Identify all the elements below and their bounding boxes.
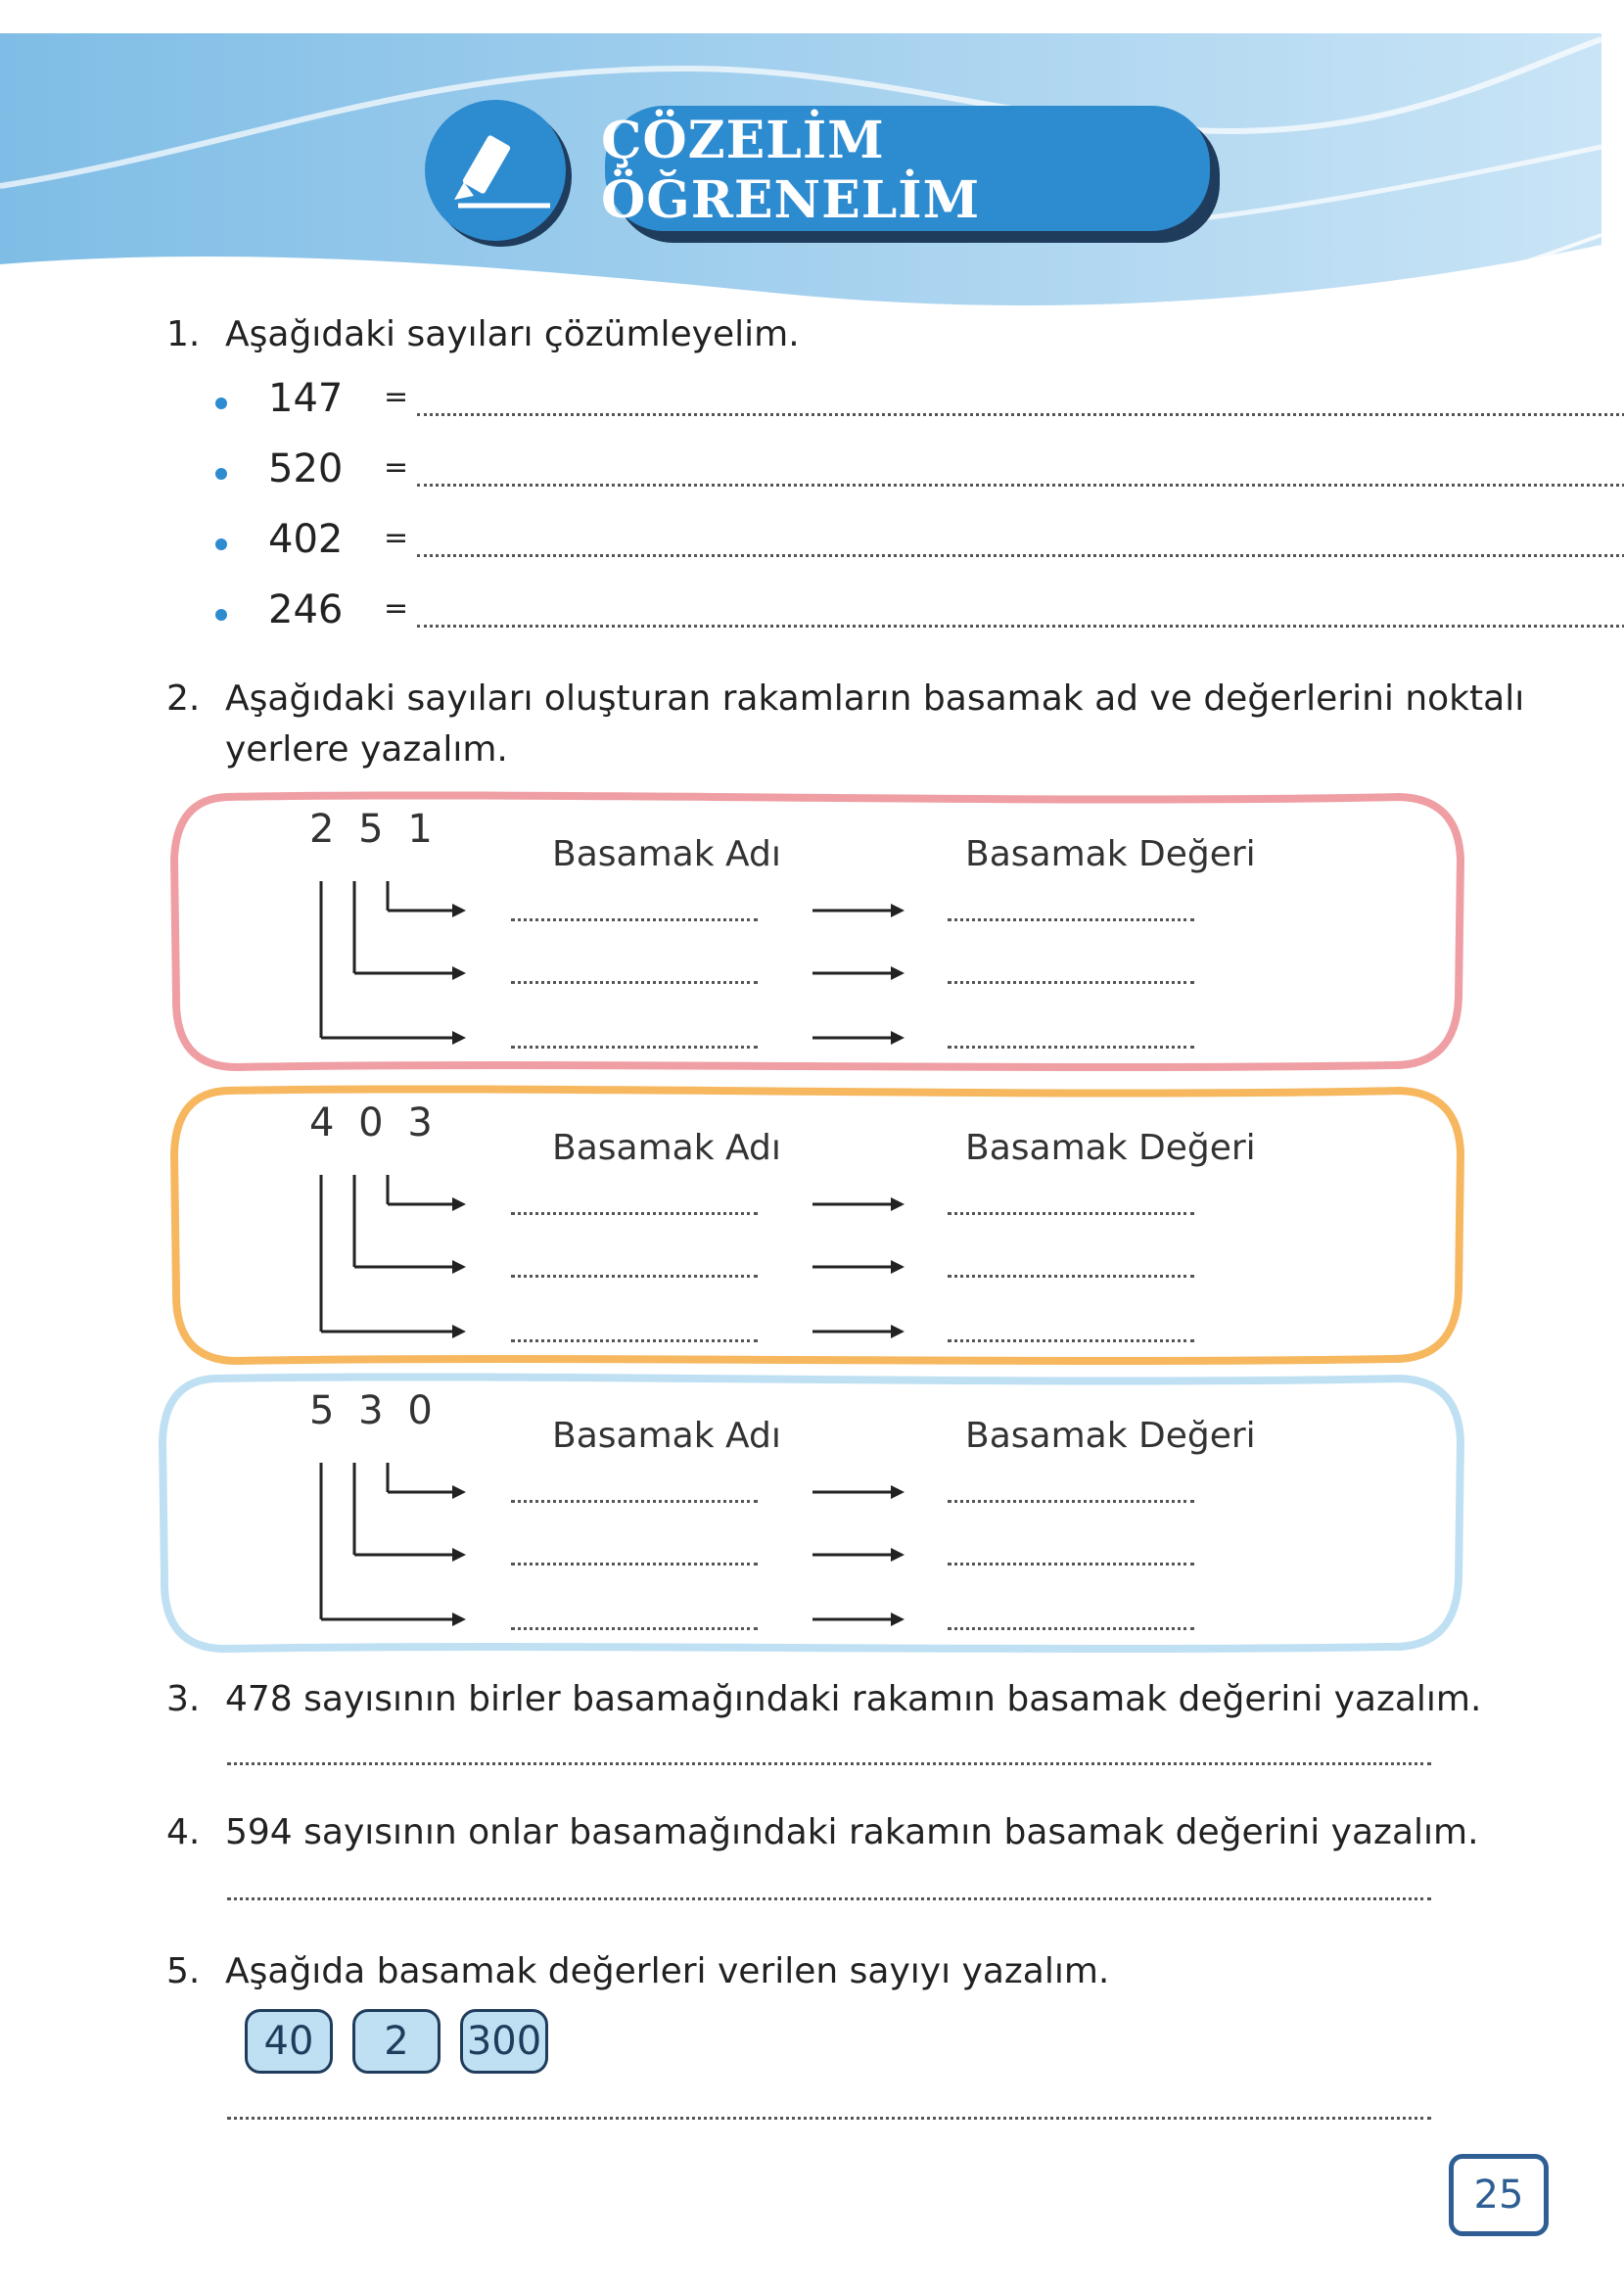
question-text: 594 sayısının onlar basamağındaki rakamın basamak değerini yazalım. [225, 1812, 1479, 1852]
place-value-answer[interactable] [948, 1339, 1194, 1342]
equals-sign: = [384, 380, 409, 414]
column-header-place-value: Basamak Değeri [965, 834, 1256, 874]
number-value: 402 [268, 517, 344, 562]
arrow-head [452, 1613, 466, 1626]
page-number: 25 [1449, 2154, 1549, 2236]
column-header-place-value: Basamak Değeri [965, 1128, 1256, 1168]
column-header-place-value: Basamak Değeri [965, 1416, 1256, 1456]
arrow-head [891, 1548, 905, 1562]
place-name-answer[interactable] [511, 981, 758, 984]
arrow-head [452, 904, 466, 917]
place-name-answer[interactable] [511, 1212, 758, 1215]
arrow-head [452, 1325, 466, 1338]
equals-sign: = [384, 591, 409, 626]
page-title: ÇÖZELİM ÖĞRENELİM [601, 111, 981, 230]
arrow-head [891, 1197, 905, 1211]
question-5 [166, 1946, 1537, 1997]
question-text: Aşağıda basamak değerleri verilen sayıyı yazalım. [225, 1951, 1110, 1991]
arrow-head [891, 966, 905, 980]
question-1 [166, 309, 1439, 360]
question-number: 1. [166, 314, 201, 354]
answer-line[interactable] [417, 554, 1624, 557]
question-text-line-1: Aşağıdaki sayıları oluşturan rakamların basamak ad ve değerlerini noktalı [225, 678, 1525, 719]
place-name-answer[interactable] [511, 1046, 758, 1049]
arrow-head [891, 1260, 905, 1274]
number-value: 147 [268, 376, 344, 421]
answer-line[interactable] [227, 2117, 1431, 2120]
place-value-box [168, 1085, 1468, 1369]
decompose-row [215, 446, 1624, 505]
place-value-answer[interactable] [948, 1500, 1194, 1503]
question-text-line-2: yerlere yazalım. [225, 729, 508, 770]
arrow-head [452, 1031, 466, 1045]
question-3 [166, 1674, 1537, 1725]
arrow-head [891, 1613, 905, 1626]
equals-sign: = [384, 450, 409, 485]
answer-line[interactable] [417, 413, 1624, 416]
place-value-answer[interactable] [948, 1563, 1194, 1566]
place-value-box [157, 1373, 1468, 1657]
place-name-answer[interactable] [511, 1563, 758, 1566]
arrow-head [452, 1548, 466, 1562]
question-text: 478 sayısının birler basamağındaki rakamın basamak değerini yazalım. [225, 1679, 1482, 1719]
arrow-head [891, 1325, 905, 1338]
place-name-answer[interactable] [511, 1275, 758, 1278]
bullet-icon [215, 609, 227, 621]
decompose-row [215, 376, 1624, 435]
question-2 [166, 674, 1537, 775]
answer-line[interactable] [227, 1897, 1431, 1900]
number-digits: 4 0 3 [309, 1100, 439, 1146]
place-value-chip: 40 [245, 2009, 333, 2074]
equals-sign: = [384, 521, 409, 555]
column-header-place-name: Basamak Adı [552, 834, 781, 874]
place-value-answer[interactable] [948, 1212, 1194, 1215]
place-value-answer[interactable] [948, 918, 1194, 921]
decompose-row [215, 587, 1624, 646]
question-number: 2. [166, 678, 201, 719]
bullet-icon [215, 538, 227, 550]
place-value-answer[interactable] [948, 1275, 1194, 1278]
question-number: 5. [166, 1951, 201, 1991]
number-digits: 5 3 0 [309, 1388, 439, 1433]
arrow-head [891, 1031, 905, 1045]
place-value-chip: 300 [460, 2009, 548, 2074]
place-value-chip: 2 [352, 2009, 441, 2074]
column-header-place-name: Basamak Adı [552, 1416, 781, 1456]
pencil-badge [423, 98, 574, 249]
place-value-answer[interactable] [948, 1627, 1194, 1630]
answer-line[interactable] [417, 484, 1624, 487]
place-name-answer[interactable] [511, 1500, 758, 1503]
arrow-head [452, 966, 466, 980]
number-value: 246 [268, 587, 344, 632]
answer-line[interactable] [417, 625, 1624, 628]
place-name-answer[interactable] [511, 1339, 758, 1342]
column-header-place-name: Basamak Adı [552, 1128, 781, 1168]
place-value-answer[interactable] [948, 1046, 1194, 1049]
place-name-answer[interactable] [511, 1627, 758, 1630]
arrow-head [891, 904, 905, 917]
arrow-head [452, 1260, 466, 1274]
question-4 [166, 1807, 1537, 1858]
place-value-answer[interactable] [948, 981, 1194, 984]
question-number: 4. [166, 1812, 201, 1852]
number-value: 520 [268, 446, 344, 491]
arrow-head [891, 1485, 905, 1499]
question-number: 3. [166, 1679, 201, 1719]
bullet-icon [215, 468, 227, 480]
number-digits: 2 5 1 [309, 807, 439, 852]
place-name-answer[interactable] [511, 918, 758, 921]
arrow-head [452, 1485, 466, 1499]
question-text: Aşağıdaki sayıları çözümleyelim. [225, 314, 800, 354]
place-value-box [168, 791, 1468, 1075]
answer-line[interactable] [227, 1762, 1431, 1765]
bullet-icon [215, 397, 227, 409]
decompose-row [215, 517, 1624, 576]
arrow-head [452, 1197, 466, 1211]
